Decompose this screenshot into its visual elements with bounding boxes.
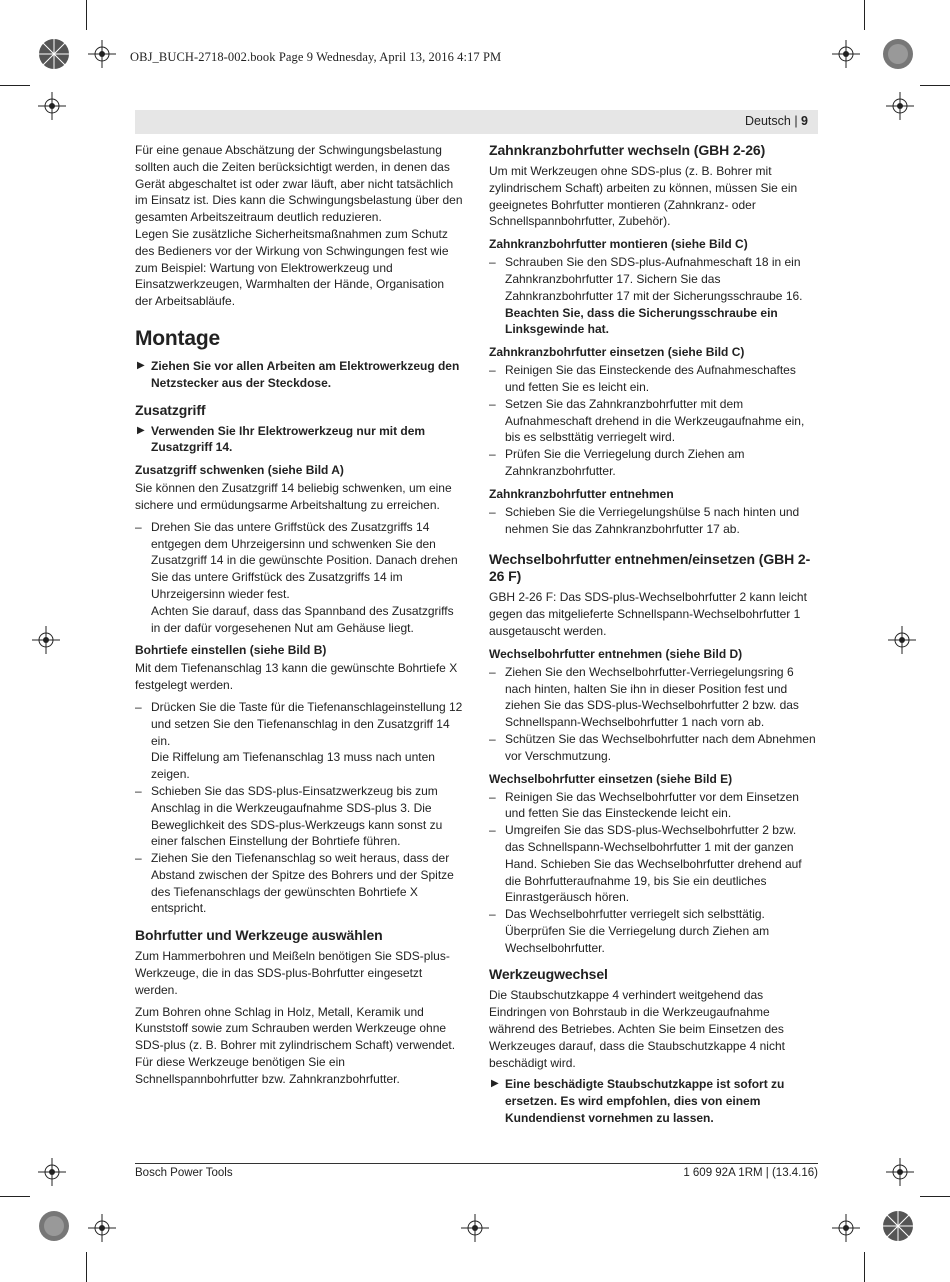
dash-bullet: –: [489, 363, 496, 378]
instruction-list: [489, 789, 817, 957]
list-item-emphasis: Beachten Sie, dass die Sicherungsschraube ein Linksgewinde hat.: [505, 305, 778, 337]
list-item-text: Drehen Sie das untere Griffstück des Zusatzgriffs 14 entgegen dem Uhrzeigersinn und schwenken Sie den Zusatzgriff 14 in die gewünschte Position. Danach drehen Sie das untere Griffstück des Zusatzgriffs 14 im Uhrzeigersinn wieder fest.: [151, 519, 458, 601]
list-item: [135, 519, 463, 637]
warning-text: Ziehen Sie vor allen Arbeiten am Elektrowerkzeug den Netzstecker aus der Steckdose.: [151, 358, 460, 390]
paragraph: Die Staubschutzkappe 4 verhindert weitgehend das Eindringen von Bohrstaub in die Werkzeugaufnahme während des Betriebes. Achten Sie beim Einsetzen des Werkzeuges darauf, dass die Staubschutzkappe 4 nicht beschädigt wird.: [489, 988, 785, 1070]
paragraph: Mit dem Tiefenanschlag 13 kann die gewünschte Bohrtiefe X festgelegt werden.: [135, 661, 458, 693]
subheading-schwenken: Zusatzgriff schwenken (siehe Bild A): [135, 463, 344, 478]
dash-bullet: –: [135, 519, 142, 534]
triangle-bullet-icon: ▶: [491, 1078, 499, 1090]
registration-rosette-icon: [36, 36, 72, 72]
dash-bullet: –: [489, 823, 496, 838]
dash-bullet: –: [489, 731, 496, 746]
list-item: [489, 822, 817, 906]
subheading-wechsel-einsetzen: Wechselbohrfutter einsetzen (siehe Bild E): [489, 771, 733, 786]
instruction-list: [489, 504, 817, 538]
dash-bullet: –: [489, 447, 496, 462]
list-item: [489, 731, 817, 765]
crosshair-icon: [832, 1214, 860, 1242]
crosshair-icon: [88, 1214, 116, 1242]
paragraph: Um mit Werkzeugen ohne SDS-plus (z. B. Bohrer mit zylindrischem Schaft) arbeiten zu können, müssen Sie ein geeignetes Bohrfutter montieren (Zahnkranz- oder Schnellspannbohrfutter, Zubehör).: [489, 164, 798, 229]
footer-docnumber: 1 609 92A 1RM | (13.4.16): [683, 1167, 818, 1179]
subsection-heading-zusatzgriff: Zusatzgriff: [135, 401, 206, 418]
header-separator: |: [790, 114, 802, 128]
dash-bullet: –: [489, 664, 496, 679]
list-item-text: Achten Sie darauf, dass das Spannband des Zusatzgriffs in der dafür vorgesehenen Nut am Gehäuse liegt.: [151, 603, 454, 635]
list-item-text: Schützen Sie das Wechselbohrfutter nach dem Abnehmen vor Verschmutzung.: [505, 731, 816, 763]
footer-rule: [135, 1163, 818, 1164]
warning-note: [135, 358, 463, 392]
instruction-list: [489, 664, 817, 765]
list-item-text: Reinigen Sie das Einsteckende des Aufnahmeschaftes und fetten Sie es leicht ein.: [505, 363, 796, 394]
crop-line: [920, 85, 950, 86]
instruction-list: [135, 699, 463, 917]
crop-line: [920, 1196, 950, 1197]
list-item-text: Ziehen Sie den Tiefenanschlag so weit heraus, dass der Abstand zwischen der Spitze des Bohrers und der Spitze des Tiefenanschlags der gewünschten Bohrtiefe X entspricht.: [151, 851, 454, 916]
list-item-text: Prüfen Sie die Verriegelung durch Ziehen am Zahnkranzbohrfutter.: [505, 447, 745, 478]
crosshair-icon: [38, 1158, 66, 1186]
header-text: [745, 114, 808, 128]
paragraph: Für eine genaue Abschätzung der Schwingungsbelastung sollten auch die Zeiten berücksichtigt werden, in denen das Gerät abgeschaltet ist oder zwar läuft, aber nicht tatsächlich im Einsatz ist. Dies kann die Schwingungsbelastung über den gesamten Arbeitszeitraum deutlich reduzieren.: [135, 143, 463, 225]
warning-note: [135, 423, 463, 457]
crop-line: [0, 1196, 30, 1197]
dash-bullet: –: [489, 789, 496, 804]
list-item: [489, 504, 817, 538]
dash-bullet: –: [489, 255, 496, 270]
subheading-entnehmen: Zahnkranzbohrfutter entnehmen: [489, 486, 674, 501]
triangle-bullet-icon: ▶: [137, 424, 145, 436]
list-item: [489, 789, 817, 823]
footer-brand: Bosch Power Tools: [135, 1167, 233, 1179]
crosshair-icon: [886, 1158, 914, 1186]
crosshair-icon: [38, 92, 66, 120]
paragraph: Legen Sie zusätzliche Sicherheitsmaßnahmen zum Schutz des Bedieners vor der Wirkung von Schwingungen fest wie zum Beispiel: Wartung von Elektrowerkzeug und Einsatzwerkzeugen, Warmhalten der Hände, Organisation der Arbeitsabläufe.: [135, 226, 449, 309]
list-item: [489, 664, 817, 731]
list-item-text: Drücken Sie die Taste für die Tiefenanschlageinstellung 12 und setzen Sie den Tiefenanschlag in den Zusatzgriff 14 ein.: [151, 699, 463, 748]
header-language: Deutsch: [744, 114, 791, 128]
subsection-heading-wechselbohrfutter: Wechselbohrfutter entnehmen/einsetzen (GBH 2-26 F): [489, 551, 811, 585]
print-slug: OBJ_BUCH-2718-002.book Page 9 Wednesday, April 13, 2016 4:17 PM: [130, 50, 502, 64]
crosshair-icon: [832, 40, 860, 68]
subsection-heading-bohrfutter: Bohrfutter und Werkzeuge auswählen: [135, 927, 383, 944]
list-item-text: Ziehen Sie den Wechselbohrfutter-Verriegelungsring 6 nach hinten, halten Sie ihn in dieser Position fest und ziehen Sie das SDS-plus-Wechselbohrfutter 2 bzw. das Schnellspann-Wechselbohrfutter 1 nach vorn ab.: [505, 664, 799, 730]
warning-note: [489, 1076, 817, 1126]
crop-line: [864, 1252, 865, 1282]
dash-bullet: –: [135, 851, 142, 866]
crop-line: [0, 85, 30, 86]
list-item-text: Das Wechselbohrfutter verriegelt sich selbsttätig. Überprüfen Sie die Verriegelung durch Ziehen am Wechselbohrfutter.: [505, 907, 770, 955]
subheading-bohrtiefe: Bohrtiefe einstellen (siehe Bild B): [135, 643, 327, 658]
list-item: [135, 850, 463, 917]
list-item: [489, 396, 817, 446]
paragraph: Sie können den Zusatzgriff 14 beliebig schwenken, um eine sichere und ermüdungsarme Arbeitshaltung zu erreichen.: [135, 481, 452, 512]
crosshair-icon: [461, 1214, 489, 1242]
list-item: [489, 446, 817, 480]
right-column: [489, 142, 817, 1133]
left-column: [135, 142, 463, 1093]
warning-text: Verwenden Sie Ihr Elektrowerkzeug nur mit dem Zusatzgriff 14.: [151, 423, 426, 455]
page-number: 9: [801, 114, 808, 128]
list-item: [489, 254, 817, 338]
crop-line: [86, 0, 87, 30]
crosshair-icon: [32, 626, 60, 654]
list-item: [135, 783, 463, 850]
crosshair-icon: [88, 40, 116, 68]
dash-bullet: –: [489, 396, 496, 411]
subheading-einsetzen: Zahnkranzbohrfutter einsetzen (siehe Bild C): [489, 345, 745, 360]
dash-bullet: –: [135, 783, 142, 798]
list-item-text: Setzen Sie das Zahnkranzbohrfutter mit dem Aufnahmeschaft drehend in die Werkzeugaufnahme ein, bis es selbsttätig verriegelt wird.: [505, 396, 805, 445]
list-item-text: Reinigen Sie das Wechselbohrfutter vor dem Einsetzen und fetten Sie das Einsteckende leicht ein.: [505, 789, 799, 821]
paragraph: Zum Bohren ohne Schlag in Holz, Metall, Keramik und Kunststoff sowie zum Schrauben werden Werkzeuge ohne SDS-plus (z. B. Bohrer mit zylindrischem Schaft) verwendet. Für diese Werkzeuge benötigen Sie ein Schnellspannbohrfutter bzw. Zahnkranzbohrfutter.: [135, 1004, 456, 1086]
crop-line: [86, 1252, 87, 1282]
paragraph: Zum Hammerbohren und Meißeln benötigen Sie SDS-plus-Werkzeuge, die in das SDS-plus-Bohrfutter eingesetzt werden.: [135, 949, 450, 997]
dash-bullet: –: [135, 699, 142, 714]
subsection-heading-werkzeugwechsel: Werkzeugwechsel: [489, 966, 608, 983]
instruction-list: [135, 519, 463, 637]
list-item-text: Schieben Sie die Verriegelungshülse 5 nach hinten und nehmen Sie das Zahnkranzbohrfutter 17 ab.: [505, 504, 800, 536]
section-heading-montage: Montage: [135, 326, 220, 350]
list-item: [489, 362, 817, 396]
paragraph: GBH 2-26 F: Das SDS-plus-Wechselbohrfutter 2 kann leicht gegen das mitgelieferte Schnellspann-Wechselbohrfutter 1 ausgetauscht werden.: [489, 590, 807, 638]
registration-rosette-icon: [36, 1208, 72, 1244]
list-item: [135, 699, 463, 783]
dash-bullet: –: [489, 907, 496, 922]
instruction-list: [489, 254, 817, 338]
subheading-wechsel-entnehmen: Wechselbohrfutter entnehmen (siehe Bild D): [489, 646, 743, 661]
list-item-text: Umgreifen Sie das SDS-plus-Wechselbohrfutter 2 bzw. das Schnellspann-Wechselbohrfutter 1 mit der ganzen Hand. Schieben Sie das Wechselbohrfutter drehend auf die Bohrfutteraufnahme 19, bis Sie ein deutliches Einrastgeräusch hören.: [505, 823, 802, 905]
registration-rosette-icon: [880, 1208, 916, 1244]
crosshair-icon: [888, 626, 916, 654]
registration-rosette-icon: [880, 36, 916, 72]
crop-line: [864, 0, 865, 30]
dash-bullet: –: [489, 504, 496, 519]
list-item-text: Die Riffelung am Tiefenanschlag 13 muss nach unten zeigen.: [151, 750, 435, 782]
instruction-list: [489, 362, 817, 480]
running-header: [135, 110, 818, 134]
list-item-text: Schieben Sie das SDS-plus-Einsatzwerkzeug bis zum Anschlag in die Werkzeugaufnahme SDS-plus 3. Die Beweglichkeit des SDS-plus-Werkzeugs kann sonst zu einer falschen Einstellung der Bohrtiefe führen.: [151, 783, 443, 849]
subsection-heading-zahnkranzbohrfutter: Zahnkranzbohrfutter wechseln (GBH 2-26): [489, 142, 766, 158]
list-item-text: Schrauben Sie den SDS-plus-Aufnahmeschaft 18 in ein Zahnkranzbohrfutter 17. Sichern Sie das Zahnkranzbohrfutter 17 mit der Sicherungsschraube 16.: [505, 255, 803, 303]
triangle-bullet-icon: ▶: [137, 359, 145, 371]
list-item: [489, 906, 817, 956]
crosshair-icon: [886, 92, 914, 120]
subheading-montieren: Zahnkranzbohrfutter montieren (siehe Bild C): [489, 237, 748, 252]
warning-text: Eine beschädigte Staubschutzkappe ist sofort zu ersetzen. Es wird empfohlen, dies von einem Kundendienst vornehmen zu lassen.: [505, 1077, 785, 1126]
